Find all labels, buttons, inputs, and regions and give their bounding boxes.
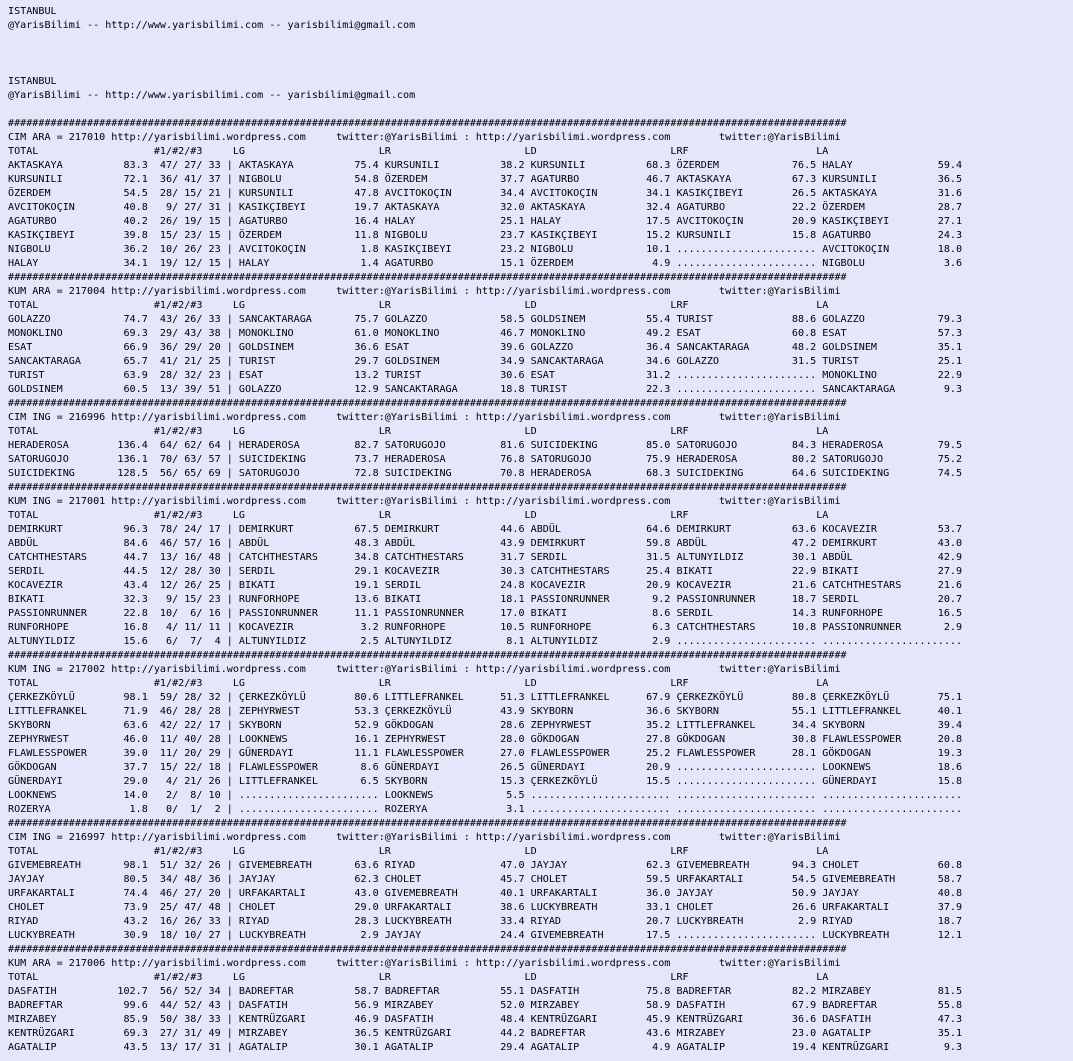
horse-row: AKTASKAYA 83.3 47/ 27/ 33 | AKTASKAYA 75.4 KURSUNILI 38.2 KURSUNILI 68.3 ÖZERDEM 76.5 HALAY 59.4: [8, 160, 963, 171]
horse-row: MIRZABEY 85.9 50/ 38/ 33 | KENTRÜZGARI 46.9 DASFATIH 48.4 KENTRÜZGARI 45.9 KENTRÜZGARI 36.6 DASFATIH 47.3: [8, 1014, 963, 1025]
horse-row: GIVEMEBREATH 98.1 51/ 32/ 26 | GIVEMEBREATH 63.6 RIYAD 47.0 JAYJAY 62.3 GIVEMEBREATH 94.3 CHOLET 60.8: [8, 860, 963, 871]
header-contact: @YarisBilimi -- http://www.yarisbilimi.com -- yarisbilimi@gmail.com: [8, 90, 416, 101]
race-header: KUM ARA = 217004 http://yarisbilimi.wordpress.com twitter:@YarisBilimi : http://yarisbilimi.wordpress.com twitter:@YarisBilimi: [8, 286, 841, 297]
horse-row: LOOKNEWS 14.0 2/ 8/ 10 | ....................... LOOKNEWS 5.5 ....................... ....................... .......................: [8, 790, 963, 801]
horse-row: HALAY 34.1 19/ 12/ 15 | HALAY 1.4 AGATURBO 15.1 ÖZERDEM 4.9 ....................... NIGBOLU 3.6: [8, 258, 963, 269]
horse-row: KENTRÜZGARI 69.3 27/ 31/ 49 | MIRZABEY 36.5 KENTRÜZGARI 44.2 BADREFTAR 43.6 MIRZABEY 23.0 AGATALIP 35.1: [8, 1028, 963, 1039]
horse-row: ABDÜL 84.6 46/ 57/ 16 | ABDÜL 48.3 ABDÜL 43.9 DEMIRKURT 59.8 ABDÜL 47.2 DEMIRKURT 43.0: [8, 538, 963, 549]
section-divider: ##########################################################################################################################################: [8, 398, 847, 409]
horse-row: ZEPHYRWEST 46.0 11/ 40/ 28 | LOOKNEWS 16.1 ZEPHYRWEST 28.0 GÖKDOGAN 27.8 GÖKDOGAN 30.8 FLAWLESSPOWER 20.8: [8, 734, 963, 745]
horse-row: GOLDSINEM 60.5 13/ 39/ 51 | GOLAZZO 12.9 SANCAKTARAGA 18.8 TURIST 22.3 ....................... SANCAKTARAGA 9.3: [8, 384, 963, 395]
horse-row: HERADEROSA 136.4 64/ 62/ 64 | HERADEROSA 82.7 SATORUGOJO 81.6 SUICIDEKING 85.0 SATORUGOJO 84.3 HERADEROSA 79.5: [8, 440, 963, 451]
section-divider: ##########################################################################################################################################: [8, 272, 847, 283]
horse-row: BADREFTAR 99.6 44/ 52/ 43 | DASFATIH 56.9 MIRZABEY 52.0 MIRZABEY 58.9 DASFATIH 67.9 BADREFTAR 55.8: [8, 1000, 963, 1011]
race-header: KUM ING = 217001 http://yarisbilimi.wordpress.com twitter:@YarisBilimi : http://yarisbilimi.wordpress.com twitter:@YarisBilimi: [8, 496, 841, 507]
horse-row: RIYAD 43.2 16/ 26/ 33 | RIYAD 28.3 LUCKYBREATH 33.4 RIYAD 20.7 LUCKYBREATH 2.9 RIYAD 18.7: [8, 916, 963, 927]
horse-row: AGATURBO 40.2 26/ 19/ 15 | AGATURBO 16.4 HALAY 25.1 HALAY 17.5 AVCITOKOÇIN 20.9 KASIKÇIBEYI 27.1: [8, 216, 963, 227]
horse-row: LUCKYBREATH 30.9 18/ 10/ 27 | LUCKYBREATH 2.9 JAYJAY 24.4 GIVEMEBREATH 17.5 ....................... LUCKYBREATH 12.1: [8, 930, 963, 941]
horse-row: SANCAKTARAGA 65.7 41/ 21/ 25 | TURIST 29.7 GOLDSINEM 34.9 SANCAKTARAGA 34.6 GOLAZZO 31.5 TURIST 25.1: [8, 356, 963, 367]
horse-row: GÜNERDAYI 29.0 4/ 21/ 26 | LITTLEFRANKEL 6.5 SKYBORN 15.3 ÇERKEZKÖYLÜ 15.5 ....................... GÜNERDAYI 15.8: [8, 776, 963, 787]
horse-row: ALTUNYILDIZ 15.6 6/ 7/ 4 | ALTUNYILDIZ 2.5 ALTUNYILDIZ 8.1 ALTUNYILDIZ 2.9 ....................... .......................: [8, 636, 963, 647]
horse-row: SERDIL 44.5 12/ 28/ 30 | SERDIL 29.1 KOCAVEZIR 30.3 CATCHTHESTARS 25.4 BIKATI 22.9 BIKATI 27.9: [8, 566, 963, 577]
column-header: TOTAL #1/#2/#3 LG LR LD LRF LA: [8, 846, 829, 857]
horse-row: GOLAZZO 74.7 43/ 26/ 33 | SANCAKTARAGA 75.7 GOLAZZO 58.5 GOLDSINEM 55.4 TURIST 88.6 GOLAZZO 79.3: [8, 314, 963, 325]
horse-row: AGATALIP 43.5 13/ 17/ 31 | AGATALIP 30.1 AGATALIP 29.4 AGATALIP 4.9 AGATALIP 19.4 KENTRÜZGARI 9.3: [8, 1042, 963, 1053]
horse-row: BIKATI 32.3 9/ 15/ 23 | RUNFORHOPE 13.6 BIKATI 18.1 PASSIONRUNNER 9.2 PASSIONRUNNER 18.7 SERDIL 20.7: [8, 594, 963, 605]
horse-row: KASIKÇIBEYI 39.8 15/ 23/ 15 | ÖZERDEM 11.8 NIGBOLU 23.7 KASIKÇIBEYI 15.2 KURSUNILI 15.8 AGATURBO 24.3: [8, 230, 963, 241]
horse-row: SATORUGOJO 136.1 70/ 63/ 57 | SUICIDEKING 73.7 HERADEROSA 76.8 SATORUGOJO 75.9 HERADEROSA 80.2 SATORUGOJO 75.2: [8, 454, 963, 465]
section-divider: ##########################################################################################################################################: [8, 818, 847, 829]
section-divider: ##########################################################################################################################################: [8, 118, 847, 129]
horse-row: SUICIDEKING 128.5 56/ 65/ 69 | SATORUGOJO 72.8 SUICIDEKING 70.8 HERADEROSA 68.3 SUICIDEKING 64.6 SUICIDEKING 74.5: [8, 468, 963, 479]
horse-row: SKYBORN 63.6 42/ 22/ 17 | SKYBORN 52.9 GÖKDOGAN 28.6 ZEPHYRWEST 35.2 LITTLEFRANKEL 34.4 SKYBORN 39.4: [8, 720, 963, 731]
race-header: KUM ING = 217002 http://yarisbilimi.wordpress.com twitter:@YarisBilimi : http://yarisbilimi.wordpress.com twitter:@YarisBilimi: [8, 664, 841, 675]
horse-row: CHOLET 73.9 25/ 47/ 48 | CHOLET 29.0 URFAKARTALI 38.6 LUCKYBREATH 33.1 CHOLET 26.6 URFAKARTALI 37.9: [8, 902, 963, 913]
horse-row: TURIST 63.9 28/ 32/ 23 | ESAT 13.2 TURIST 30.6 ESAT 31.2 ....................... MONOKLINO 22.9: [8, 370, 963, 381]
header-contact: @YarisBilimi -- http://www.yarisbilimi.com -- yarisbilimi@gmail.com: [8, 20, 416, 31]
horse-row: LITTLEFRANKEL 71.9 46/ 28/ 28 | ZEPHYRWEST 53.3 ÇERKEZKÖYLÜ 43.9 SKYBORN 36.6 SKYBORN 55.1 LITTLEFRANKEL 40.1: [8, 706, 963, 717]
section-divider: ##########################################################################################################################################: [8, 944, 847, 955]
horse-row: ROZERYA 1.8 0/ 1/ 2 | ....................... ROZERYA 3.1 ....................... ....................... .......................: [8, 804, 963, 815]
horse-row: DEMIRKURT 96.3 78/ 24/ 17 | DEMIRKURT 67.5 DEMIRKURT 44.6 ABDÜL 64.6 DEMIRKURT 63.6 KOCAVEZIR 53.7: [8, 524, 963, 535]
horse-row: MONOKLINO 69.3 29/ 43/ 38 | MONOKLINO 61.0 MONOKLINO 46.7 MONOKLINO 49.2 ESAT 60.8 ESAT 57.3: [8, 328, 963, 339]
column-header: TOTAL #1/#2/#3 LG LR LD LRF LA: [8, 146, 829, 157]
section-divider: ##########################################################################################################################################: [8, 482, 847, 493]
race-header: KUM ARA = 217006 http://yarisbilimi.wordpress.com twitter:@YarisBilimi : http://yarisbilimi.wordpress.com twitter:@YarisBilimi: [8, 958, 841, 969]
header-block-1: [8, 5, 415, 33]
race-header: CIM ING = 216997 http://yarisbilimi.wordpress.com twitter:@YarisBilimi : http://yarisbilimi.wordpress.com twitter:@YarisBilimi: [8, 832, 841, 843]
horse-row: GÖKDOGAN 37.7 15/ 22/ 18 | FLAWLESSPOWER 8.6 GÜNERDAYI 26.5 GÜNERDAYI 20.9 ....................... LOOKNEWS 18.6: [8, 762, 963, 773]
column-header: TOTAL #1/#2/#3 LG LR LD LRF LA: [8, 510, 829, 521]
race-report-text: [8, 117, 962, 1055]
horse-row: KURSUNILI 72.1 36/ 41/ 37 | NIGBOLU 54.8 ÖZERDEM 37.7 AGATURBO 46.7 AKTASKAYA 67.3 KURSUNILI 36.5: [8, 174, 963, 185]
header-city: ISTANBUL: [8, 76, 57, 87]
horse-row: KOCAVEZIR 43.4 12/ 26/ 25 | BIKATI 19.1 SERDIL 24.8 KOCAVEZIR 20.9 KOCAVEZIR 21.6 CATCHTHESTARS 21.6: [8, 580, 963, 591]
column-header: TOTAL #1/#2/#3 LG LR LD LRF LA: [8, 300, 829, 311]
horse-row: PASSIONRUNNER 22.8 10/ 6/ 16 | PASSIONRUNNER 11.1 PASSIONRUNNER 17.0 BIKATI 8.6 SERDIL 14.3 RUNFORHOPE 16.5: [8, 608, 963, 619]
horse-row: ÇERKEZKÖYLÜ 98.1 59/ 28/ 32 | ÇERKEZKÖYLÜ 80.6 LITTLEFRANKEL 51.3 LITTLEFRANKEL 67.9 ÇERKEZKÖYLÜ 80.8 ÇERKEZKÖYLÜ 75.1: [8, 692, 963, 703]
horse-row: FLAWLESSPOWER 39.0 11/ 20/ 29 | GÜNERDAYI 11.1 FLAWLESSPOWER 27.0 FLAWLESSPOWER 25.2 FLAWLESSPOWER 28.1 GÖKDOGAN 19.3: [8, 748, 963, 759]
horse-row: AVCITOKOÇIN 40.8 9/ 27/ 31 | KASIKÇIBEYI 19.7 AKTASKAYA 32.0 AKTASKAYA 32.4 AGATURBO 22.2 ÖZERDEM 28.7: [8, 202, 963, 213]
column-header: TOTAL #1/#2/#3 LG LR LD LRF LA: [8, 678, 829, 689]
race-header: CIM ING = 216996 http://yarisbilimi.wordpress.com twitter:@YarisBilimi : http://yarisbilimi.wordpress.com twitter:@YarisBilimi: [8, 412, 841, 423]
horse-row: DASFATIH 102.7 56/ 52/ 34 | BADREFTAR 58.7 BADREFTAR 55.1 DASFATIH 75.8 BADREFTAR 82.2 MIRZABEY 81.5: [8, 986, 963, 997]
column-header: TOTAL #1/#2/#3 LG LR LD LRF LA: [8, 426, 829, 437]
horse-row: JAYJAY 80.5 34/ 48/ 36 | JAYJAY 62.3 CHOLET 45.7 CHOLET 59.5 URFAKARTALI 54.5 GIVEMEBREATH 58.7: [8, 874, 963, 885]
horse-row: RUNFORHOPE 16.8 4/ 11/ 11 | KOCAVEZIR 3.2 RUNFORHOPE 10.5 RUNFORHOPE 6.3 CATCHTHESTARS 10.8 PASSIONRUNNER 2.9: [8, 622, 963, 633]
section-divider: ##########################################################################################################################################: [8, 650, 847, 661]
horse-row: CATCHTHESTARS 44.7 13/ 16/ 48 | CATCHTHESTARS 34.8 CATCHTHESTARS 31.7 SERDIL 31.5 ALTUNYILDIZ 30.1 ABDÜL 42.9: [8, 552, 963, 563]
column-header: TOTAL #1/#2/#3 LG LR LD LRF LA: [8, 972, 829, 983]
horse-row: ESAT 66.9 36/ 29/ 20 | GOLDSINEM 36.6 ESAT 39.6 GOLAZZO 36.4 SANCAKTARAGA 48.2 GOLDSINEM 35.1: [8, 342, 963, 353]
header-block-2: [8, 75, 415, 103]
race-header: CIM ARA = 217010 http://yarisbilimi.wordpress.com twitter:@YarisBilimi : http://yarisbilimi.wordpress.com twitter:@YarisBilimi: [8, 132, 841, 143]
horse-row: NIGBOLU 36.2 10/ 26/ 23 | AVCITOKOÇIN 1.8 KASIKÇIBEYI 23.2 NIGBOLU 10.1 ....................... AVCITOKOÇIN 18.0: [8, 244, 963, 255]
horse-row: URFAKARTALI 74.4 46/ 27/ 20 | URFAKARTALI 43.0 GIVEMEBREATH 40.1 URFAKARTALI 36.0 JAYJAY 50.9 JAYJAY 40.8: [8, 888, 963, 899]
header-city: ISTANBUL: [8, 6, 57, 17]
horse-row: ÖZERDEM 54.5 28/ 15/ 21 | KURSUNILI 47.8 AVCITOKOÇIN 34.4 AVCITOKOÇIN 34.1 KASIKÇIBEYI 26.5 AKTASKAYA 31.6: [8, 188, 963, 199]
